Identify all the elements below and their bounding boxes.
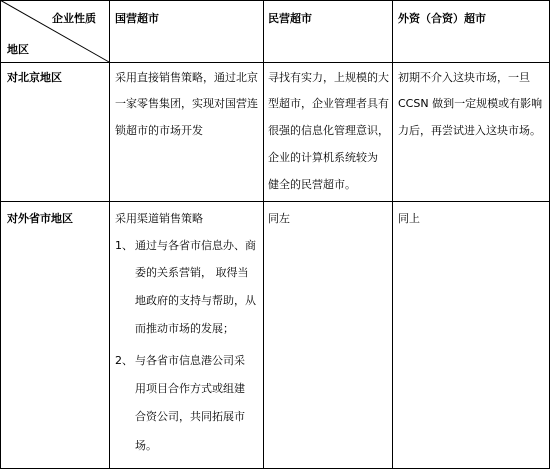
column-divider-3 bbox=[392, 0, 393, 469]
row-beijing-foreign-line-1: 初期不介入这块市场，一旦 bbox=[398, 71, 530, 84]
state-item-1-number: 1、 bbox=[115, 239, 133, 252]
row-beijing-state-line-2: 一家零售集团，实现对国营连 bbox=[115, 97, 258, 110]
row-beijing-private-line-2: 型超市，企业管理者具有 bbox=[268, 97, 389, 110]
table-left-border bbox=[0, 0, 1, 469]
row-provinces-label: 对外省市地区 bbox=[7, 212, 73, 225]
row-beijing-state-line-3: 锁超市的市场开发 bbox=[115, 124, 203, 137]
column-divider-2 bbox=[263, 0, 264, 469]
state-item-2-line-4: 场。 bbox=[135, 439, 157, 452]
row1-bottom-border bbox=[0, 201, 550, 202]
state-item-1-line-1: 通过与各省市信息办、商 bbox=[135, 239, 256, 252]
row-beijing-state-line-1: 采用直接销售策略，通过北京 bbox=[115, 71, 258, 84]
corner-top-label: 企业性质 bbox=[52, 12, 96, 25]
corner-bottom-label: 地区 bbox=[7, 43, 29, 56]
row-beijing-private-line-3: 很强的信息化管理意识， bbox=[268, 124, 389, 137]
row-beijing-foreign-line-3: 力后，再尝试进入这块市场。 bbox=[398, 124, 541, 137]
state-item-2-line-3: 合资公司，共同拓展市 bbox=[135, 410, 245, 423]
column-divider-1 bbox=[109, 0, 110, 469]
row-beijing-private-line-5: 健全的民营超市。 bbox=[268, 178, 356, 191]
header-foreign: 外资（合资）超市 bbox=[398, 12, 486, 25]
state-item-1-line-3: 地政府的支持与帮助，从 bbox=[135, 294, 256, 307]
row-beijing-foreign-line-2: CCSN 做到一定规模或有影响 bbox=[398, 97, 543, 110]
state-item-2-number: 2、 bbox=[115, 354, 133, 367]
row-beijing-private-line-1: 寻找有实力，上规模的大 bbox=[268, 71, 389, 84]
header-state-owned: 国营超市 bbox=[115, 12, 159, 25]
header-private: 民营超市 bbox=[268, 12, 312, 25]
state-item-2-line-1: 与各省市信息港公司采 bbox=[135, 354, 245, 367]
row-provinces-foreign: 同上 bbox=[398, 212, 420, 225]
row-provinces-state-intro: 采用渠道销售策略 bbox=[115, 212, 203, 225]
row-provinces-private: 同左 bbox=[268, 212, 290, 225]
row-beijing-private-line-4: 企业的计算机系统较为 bbox=[268, 151, 378, 164]
state-item-1-line-4: 而推动市场的发展； bbox=[135, 322, 234, 335]
state-item-2-line-2: 用项目合作方式或组建 bbox=[135, 382, 245, 395]
state-item-1-line-2: 委的关系营销， 取得当 bbox=[135, 266, 249, 279]
row-beijing-label: 对北京地区 bbox=[7, 71, 62, 84]
